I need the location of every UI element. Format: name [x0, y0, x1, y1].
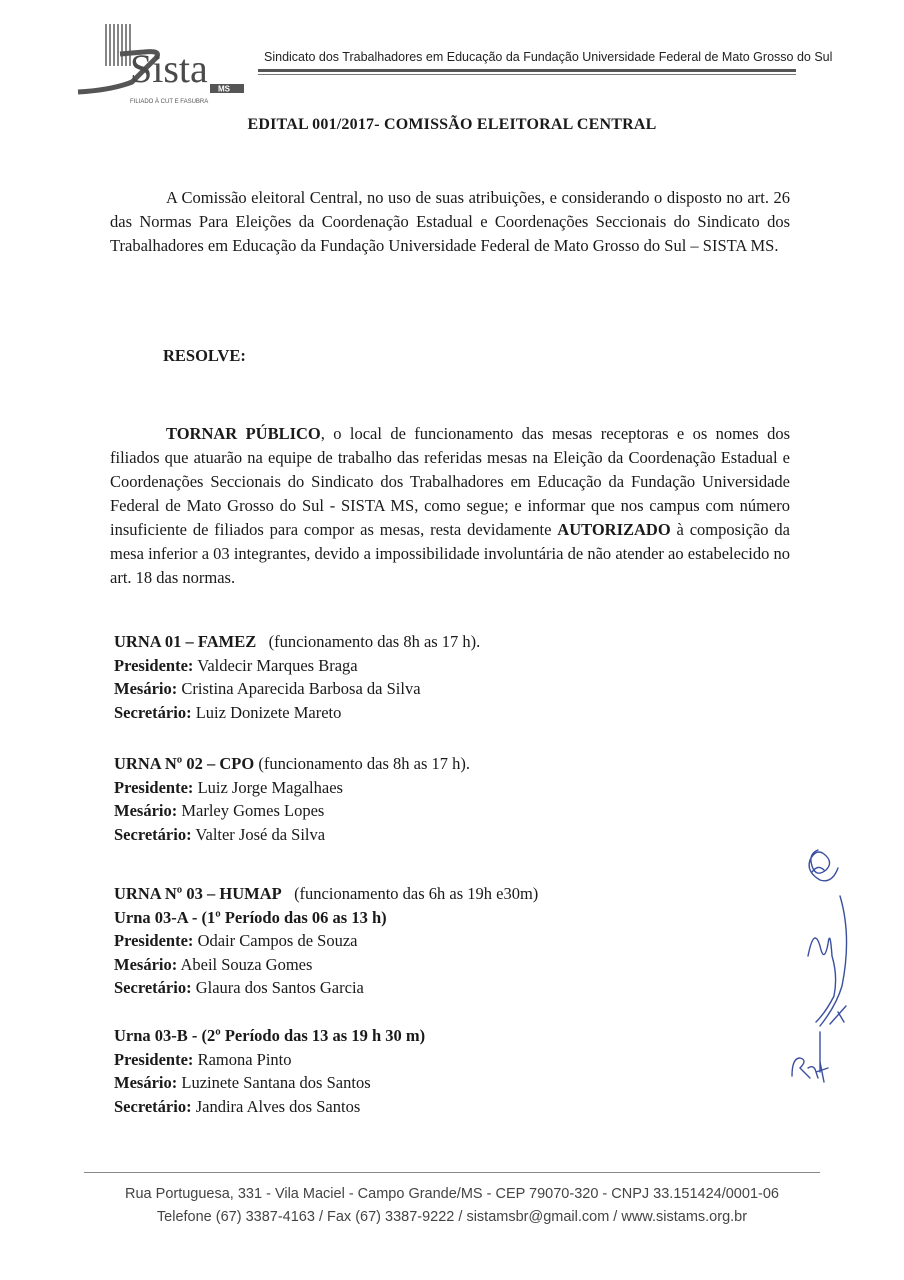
presidente-label: Presidente: [114, 777, 194, 797]
urna-01-block [114, 630, 480, 724]
urna-hours: (funcionamento das 8h as 17 h). [268, 632, 481, 651]
handwritten-signature [780, 836, 860, 1086]
mesario-name: Luzinete Santana dos Santos [181, 1073, 371, 1092]
secretario-label: Secretário: [114, 1096, 192, 1116]
presidente-label: Presidente: [114, 1049, 194, 1069]
presidente-label: Presidente: [114, 931, 194, 950]
edital-title: EDITAL 001/2017- COMISSÃO ELEITORAL CENTRAL [247, 116, 657, 133]
presidente-label: Presidente: [114, 655, 194, 675]
autorizado-text: AUTORIZADO [557, 520, 671, 539]
mesario-name: Cristina Aparecida Barbosa da Silva [181, 679, 421, 698]
secretario-name: Valter José da Silva [195, 824, 326, 844]
mesario-label: Mesário: [114, 679, 178, 698]
secretario-label: Secretário: [114, 824, 192, 844]
urna-03a-title: Urna 03-A - (1º Período das 06 as 13 h) [114, 907, 387, 927]
footer-divider [84, 1172, 820, 1173]
urna-03b-block [114, 1024, 425, 1118]
secretario-name: Luiz Donizete Mareto [195, 702, 342, 722]
urna-03-block [114, 882, 538, 1000]
presidente-name: Valdecir Marques Braga [197, 655, 358, 675]
tornar-publico-text: TORNAR PÚBLICO [166, 424, 321, 443]
secretario-label: Secretário: [114, 978, 192, 997]
body-text-part2: à composição da mesa inferior a 03 integrantes, devido a impossibilidade involuntária de não atender ao estabelecido no art. 18 das normas. [110, 520, 790, 587]
presidente-name: Ramona Pinto [197, 1049, 292, 1069]
mesario-label: Mesário: [114, 1073, 178, 1092]
presidente-name: Luiz Jorge Magalhaes [197, 777, 343, 797]
header-divider [258, 69, 796, 72]
sista-logo [72, 20, 252, 106]
urna-hours: (funcionamento das 8h as 17 h). [258, 754, 471, 773]
header-divider-thin [258, 74, 796, 75]
urna-03b-title: Urna 03-B - (2º Período das 13 as 19 h 30 m) [114, 1026, 426, 1045]
urna-02-block [114, 752, 470, 846]
mesario-label: Mesário: [114, 801, 178, 820]
intro-paragraph: A Comissão eleitoral Central, no uso de suas atribuições, e considerando o disposto no art. 26 das Normas Para Eleições da Coordenação Estadual e Coordenações Seccionais do Sindicato dos Trabalhadores em Educação da Fundação Universidade Federal de Mato Grosso do Sul – SISTA MS. [110, 188, 790, 255]
mesario-name: Marley Gomes Lopes [181, 801, 325, 820]
organization-name: Sindicato dos Trabalhadores em Educação da Fundação Universidade Federal de Mato Grosso do Sul [264, 50, 833, 64]
resolve-heading: RESOLVE: [163, 346, 246, 365]
svg-text:FILIADO À CUT E FASUBRA: FILIADO À CUT E FASUBRA [130, 99, 209, 105]
mesario-name: Abeil Souza Gomes [180, 954, 313, 974]
presidente-name: Odair Campos de Souza [197, 931, 358, 950]
svg-text:MS: MS [218, 84, 230, 94]
urna-hours: (funcionamento das 6h as 19h e30m) [294, 884, 539, 903]
urna-title: URNA 01 – FAMEZ [114, 632, 257, 651]
body-text-part1: , o local de funcionamento das mesas receptoras e os nomes dos filiados que atuarão na equipe de trabalho das referidas mesas na Eleição da Coordenação Estadual e Coordenações Seccionais do Sindicato dos Trabalhadores em Educação da Fundação Universidade Federal de Mato Grosso do Sul - SISTA MS, como segue; e informar que nos campus com número insuficiente de filiados para compor as mesas, resta devidamente [110, 424, 790, 539]
secretario-label: Secretário: [114, 702, 192, 722]
footer-contact: Telefone (67) 3387-4163 / Fax (67) 3387-9222 / sistamsbr@gmail.com / www.sistams.org.br [156, 1209, 748, 1225]
footer-address: Rua Portuguesa, 331 - Vila Maciel - Campo Grande/MS - CEP 79070-320 - CNPJ 33.151424/0001-06 [125, 1186, 779, 1202]
svg-text:Sista: Sista [130, 46, 208, 91]
body-paragraph [110, 422, 790, 590]
urna-title: URNA Nº 02 – CPO [114, 754, 255, 773]
mesario-label: Mesário: [114, 954, 178, 974]
secretario-name: Glaura dos Santos Garcia [195, 978, 364, 997]
urna-title: URNA Nº 03 – HUMAP [114, 884, 282, 903]
secretario-name: Jandira Alves dos Santos [195, 1096, 361, 1116]
